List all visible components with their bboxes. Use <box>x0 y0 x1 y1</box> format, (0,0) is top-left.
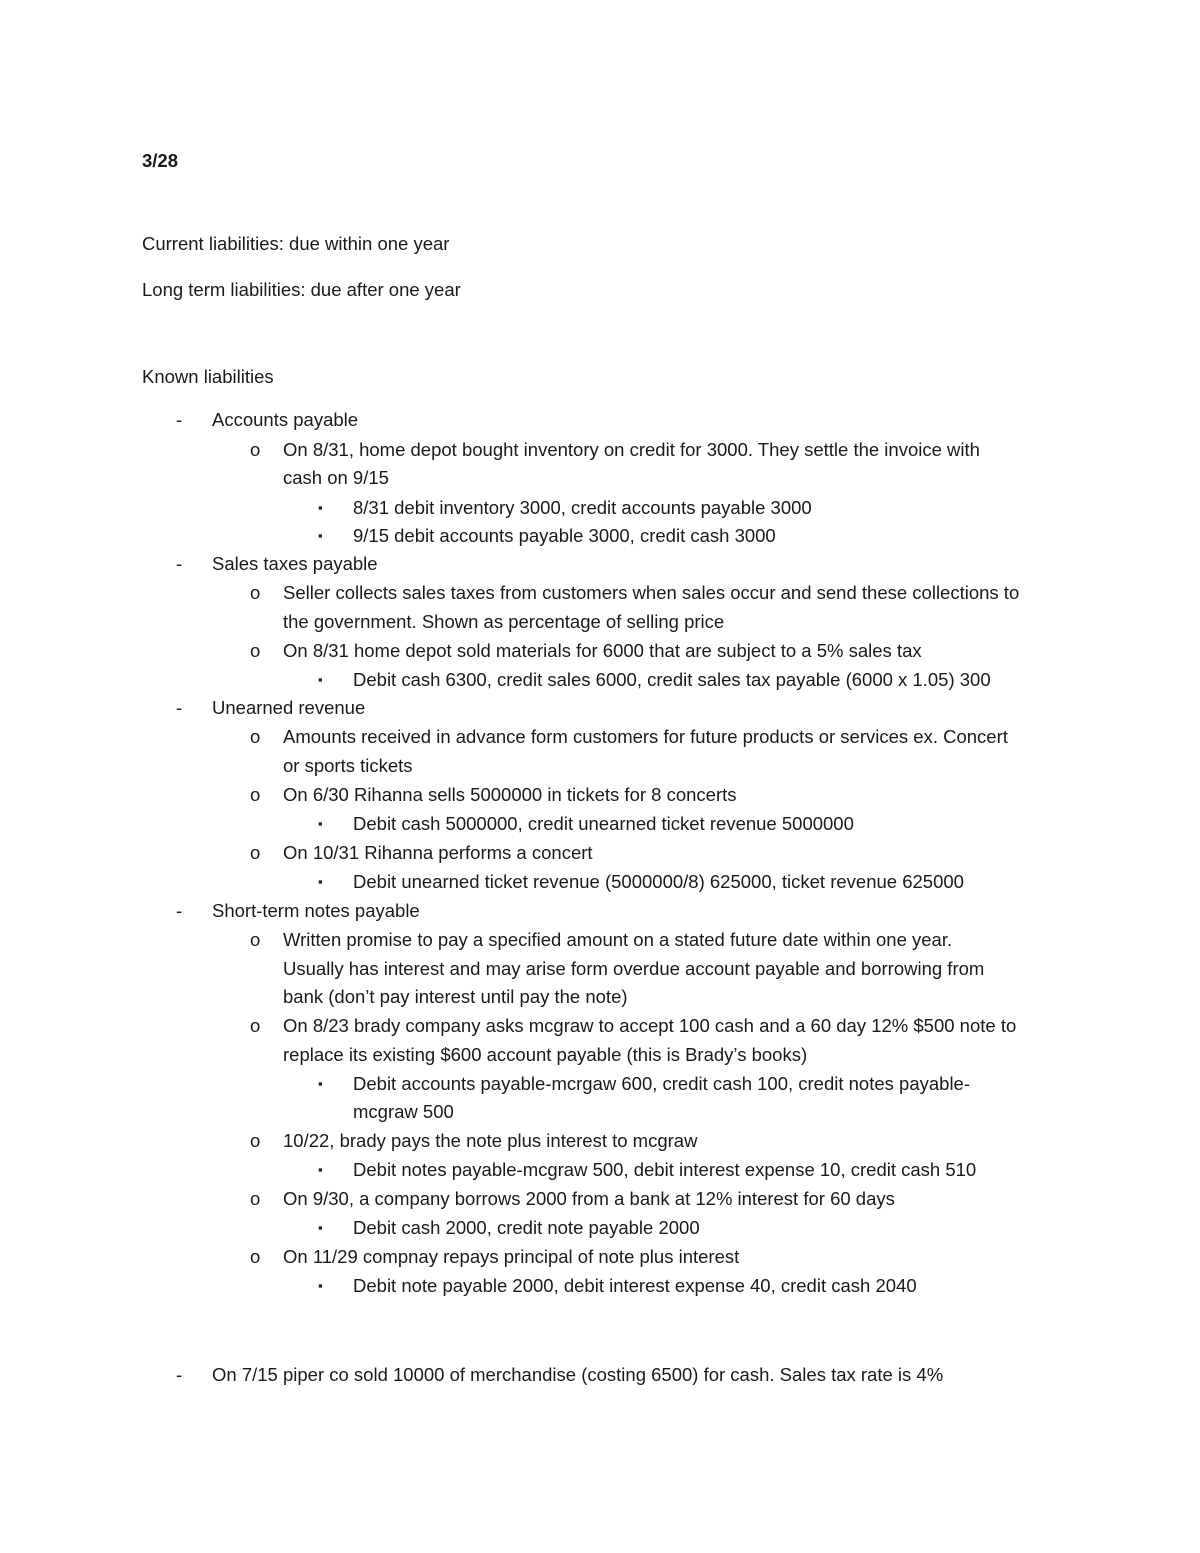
list-item: Debit unearned ticket revenue (5000000/8) 625000, ticket revenue 625000 <box>353 871 964 892</box>
dash-bullet: - <box>176 553 183 574</box>
note-date: 3/28 <box>142 150 179 171</box>
list-item: On 8/23 brady company asks mcgraw to accept 100 cash and a 60 day 12% $500 note to <box>283 1015 1017 1036</box>
square-bullet: ▪ <box>318 1220 323 1235</box>
circle-bullet: o <box>250 726 261 747</box>
square-bullet: ▪ <box>318 1076 323 1091</box>
unearned-revenue-heading: Unearned revenue <box>212 697 366 718</box>
list-item: On 8/31, home depot bought inventory on credit for 3000. They settle the invoice with <box>283 439 980 460</box>
square-bullet: ▪ <box>318 500 323 515</box>
dash-bullet: - <box>176 697 183 718</box>
list-item: replace its existing $600 account payable (this is Brady’s books) <box>283 1044 808 1065</box>
circle-bullet: o <box>250 582 261 603</box>
list-item: mcgraw 500 <box>353 1101 454 1122</box>
circle-bullet: o <box>250 1246 261 1267</box>
circle-bullet: o <box>250 439 261 460</box>
square-bullet: ▪ <box>318 816 323 831</box>
list-item: Usually has interest and may arise form overdue account payable and borrowing from <box>283 958 985 979</box>
list-item: Debit cash 6300, credit sales 6000, credit sales tax payable (6000 x 1.05) 300 <box>353 669 991 690</box>
list-item: On 11/29 compnay repays principal of note plus interest <box>283 1246 740 1267</box>
accounts-payable-heading: Accounts payable <box>212 409 359 430</box>
circle-bullet: o <box>250 640 261 661</box>
circle-bullet: o <box>250 1015 261 1036</box>
list-item: Debit note payable 2000, debit interest expense 40, credit cash 2040 <box>353 1275 917 1296</box>
square-bullet: ▪ <box>318 1278 323 1293</box>
list-item: Written promise to pay a specified amount on a stated future date within one year. <box>283 929 953 950</box>
list-item: On 10/31 Rihanna performs a concert <box>283 842 593 863</box>
list-item: Debit cash 5000000, credit unearned ticket revenue 5000000 <box>353 813 854 834</box>
list-item: the government. Shown as percentage of selling price <box>283 611 725 632</box>
circle-bullet: o <box>250 842 261 863</box>
sales-taxes-heading: Sales taxes payable <box>212 553 378 574</box>
square-bullet: ▪ <box>318 672 323 687</box>
circle-bullet: o <box>250 784 261 805</box>
list-item: 9/15 debit accounts payable 3000, credit cash 3000 <box>353 525 776 546</box>
list-item: 8/31 debit inventory 3000, credit accounts payable 3000 <box>353 497 812 518</box>
list-item: On 6/30 Rihanna sells 5000000 in tickets for 8 concerts <box>283 784 737 805</box>
list-item: Amounts received in advance form customers for future products or services ex. Concert <box>283 726 1008 747</box>
square-bullet: ▪ <box>318 874 323 889</box>
square-bullet: ▪ <box>318 528 323 543</box>
list-item: On 9/30, a company borrows 2000 from a bank at 12% interest for 60 days <box>283 1188 895 1209</box>
list-item: Debit cash 2000, credit note payable 2000 <box>353 1217 700 1238</box>
longterm-liabilities-def: Long term liabilities: due after one year <box>142 279 461 300</box>
list-item: Debit accounts payable-mcrgaw 600, credit cash 100, credit notes payable- <box>353 1073 971 1094</box>
dash-bullet: - <box>176 1364 183 1385</box>
list-item: On 8/31 home depot sold materials for 6000 that are subject to a 5% sales tax <box>283 640 922 661</box>
circle-bullet: o <box>250 1188 261 1209</box>
known-liabilities-heading: Known liabilities <box>142 366 274 387</box>
circle-bullet: o <box>250 1130 261 1151</box>
list-item: or sports tickets <box>283 755 413 776</box>
square-bullet: ▪ <box>318 1162 323 1177</box>
list-item: Debit notes payable-mcgraw 500, debit interest expense 10, credit cash 510 <box>353 1159 977 1180</box>
exercise-piper-co: On 7/15 piper co sold 10000 of merchandise (costing 6500) for cash. Sales tax rate is 4% <box>212 1364 944 1385</box>
current-liabilities-def: Current liabilities: due within one year <box>142 233 450 254</box>
list-item: bank (don’t pay interest until pay the note) <box>283 986 628 1007</box>
dash-bullet: - <box>176 900 183 921</box>
circle-bullet: o <box>250 929 261 950</box>
dash-bullet: - <box>176 409 183 430</box>
short-term-notes-heading: Short-term notes payable <box>212 900 420 921</box>
list-item: Seller collects sales taxes from customers when sales occur and send these collections to <box>283 582 1020 603</box>
list-item: cash on 9/15 <box>283 467 389 488</box>
list-item: 10/22, brady pays the note plus interest to mcgraw <box>283 1130 698 1151</box>
